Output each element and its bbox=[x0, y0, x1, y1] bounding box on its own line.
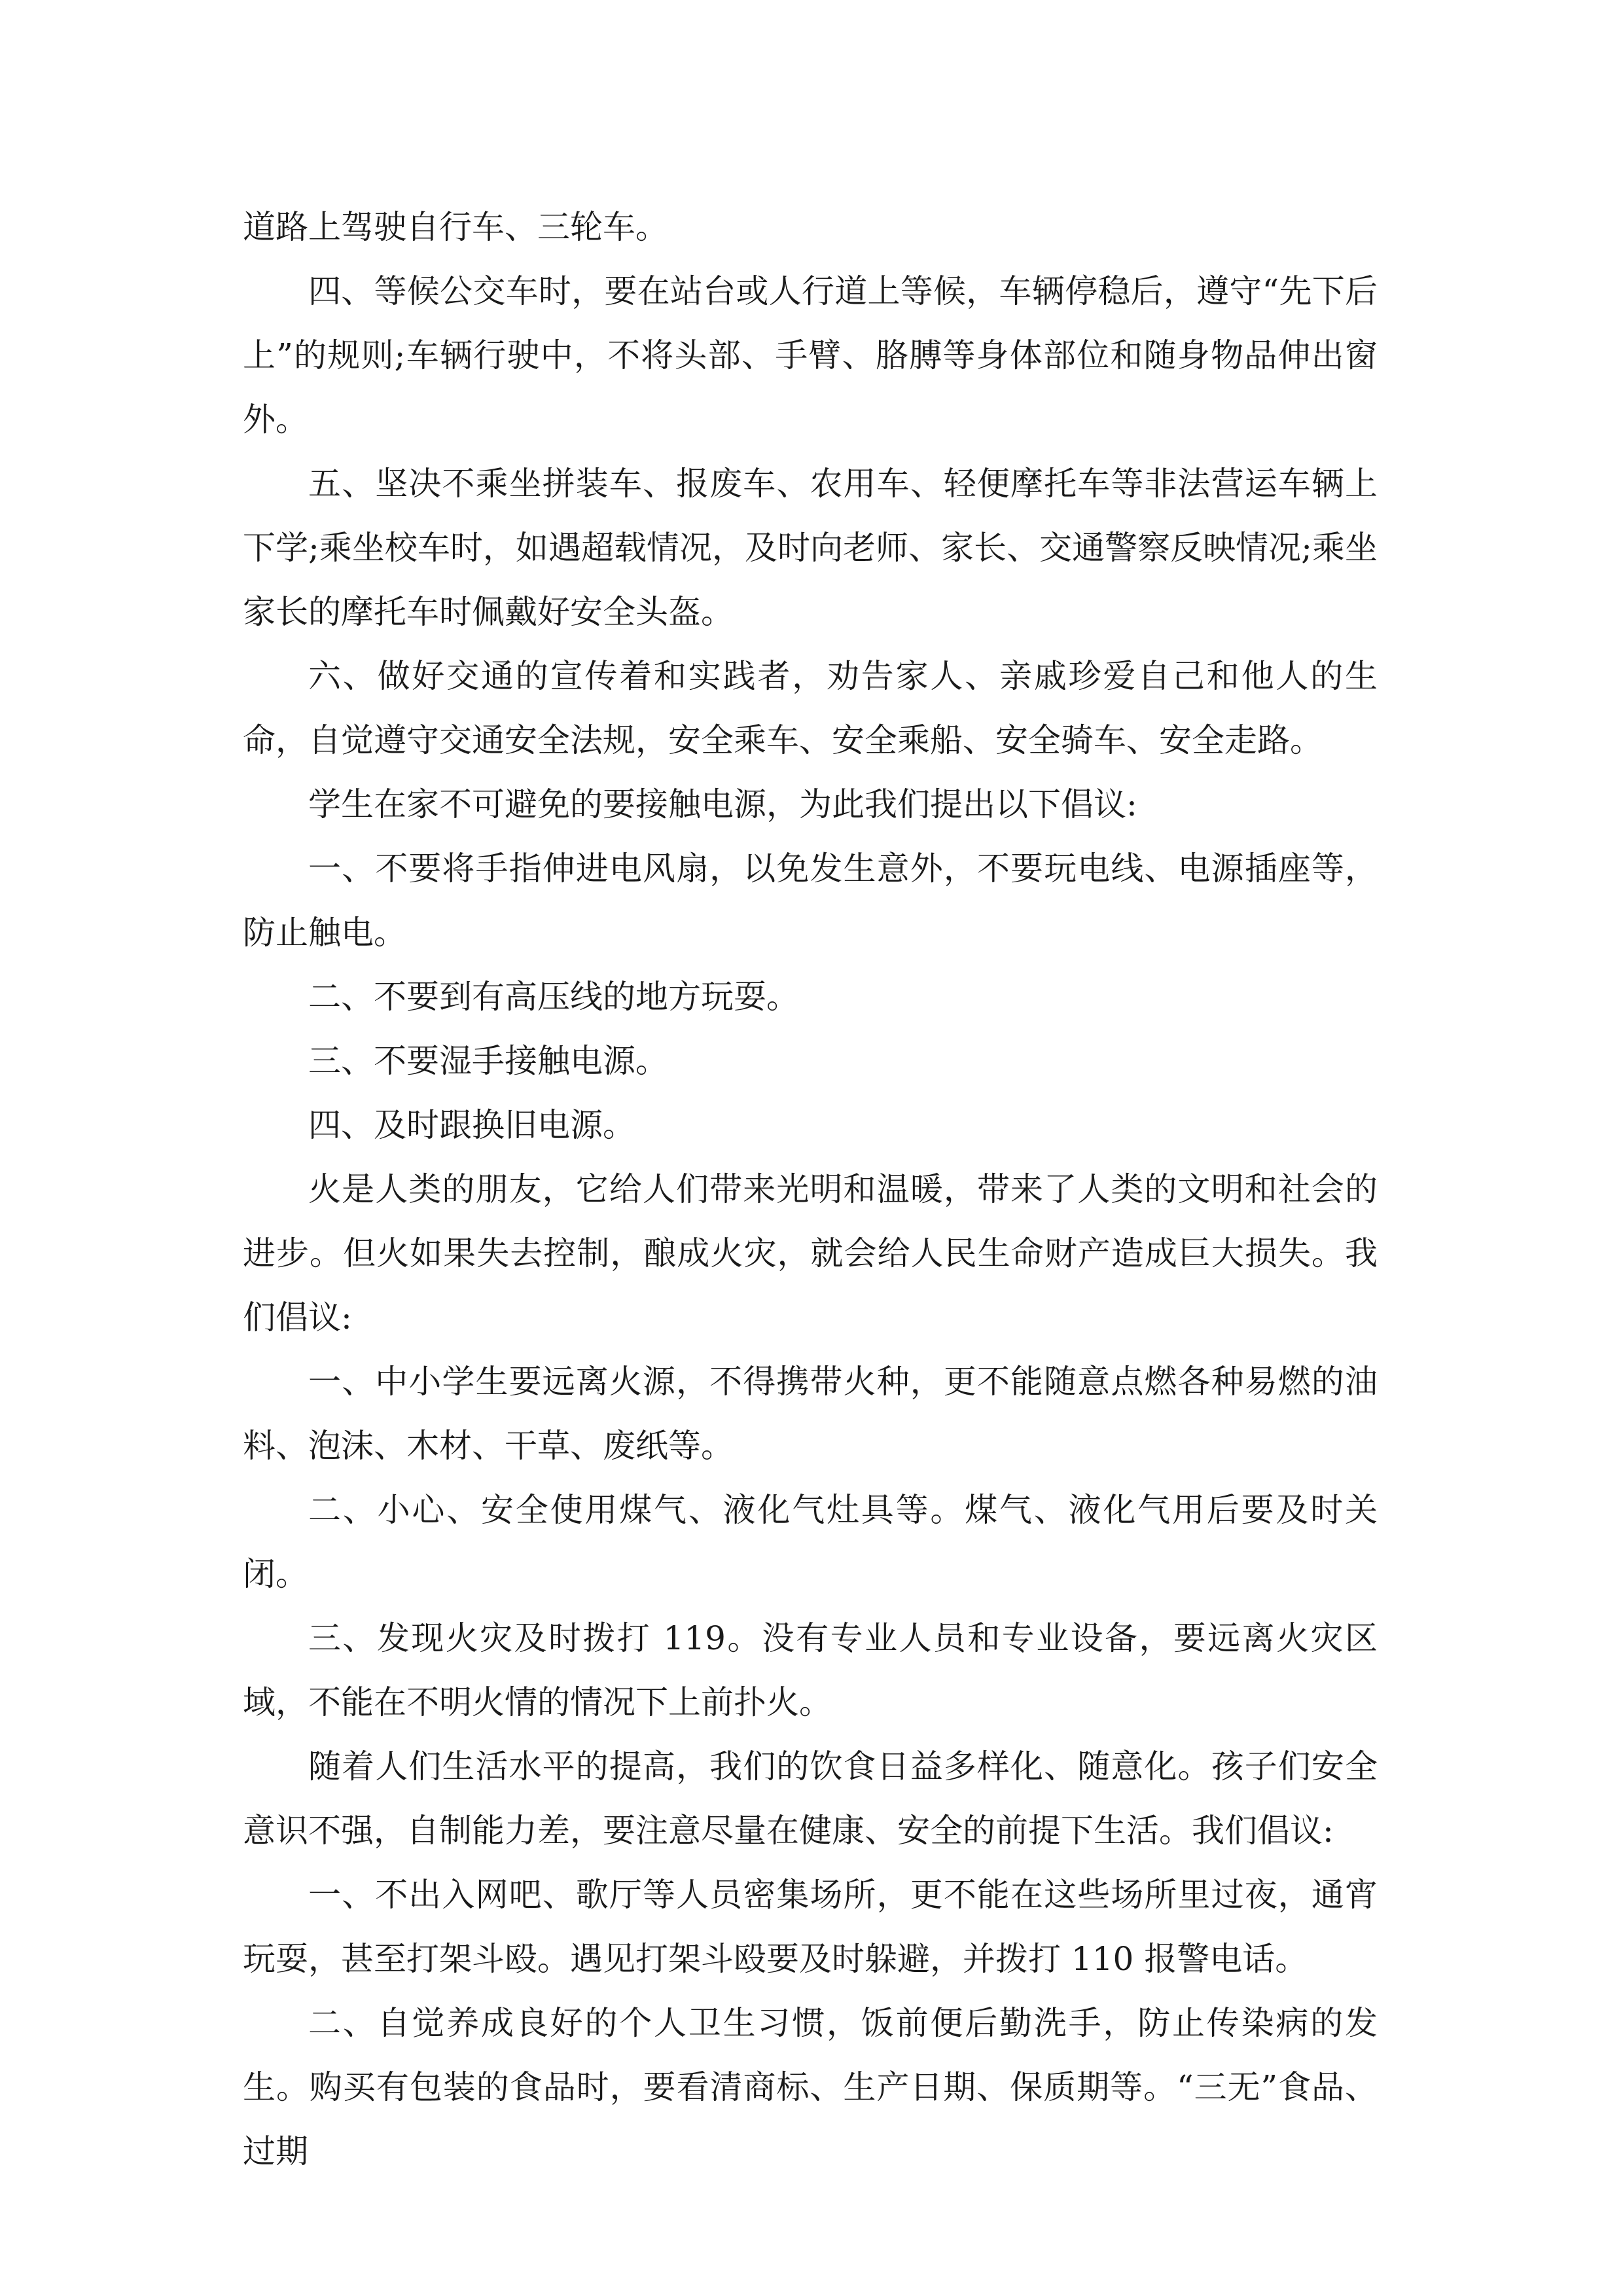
paragraph: 一、不出入网吧、歌厅等人员密集场所，更不能在这些场所里过夜，通宵玩耍，甚至打架斗殴。遇见打架斗殴要及时躲避，并拨打 110 报警电话。 bbox=[243, 1876, 1378, 1978]
paragraph: 二、小心、安全使用煤气、液化气灶具等。煤气、液化气用后要及时关闭。 bbox=[243, 1491, 1378, 1593]
paragraph: 随着人们生活水平的提高，我们的饮食日益多样化、随意化。孩子们安全意识不强，自制能力差，要注意尽量在健康、安全的前提下生活。我们倡议: bbox=[243, 1748, 1378, 1850]
paragraph: 五、坚决不乘坐拼装车、报废车、农用车、轻便摩托车等非法营运车辆上下学;乘坐校车时，如遇超载情况，及时向老师、家长、交通警察反映情况;乘坐家长的摩托车时佩戴好安全头盔。 bbox=[243, 465, 1378, 631]
document-body bbox=[243, 195, 1378, 2183]
paragraph: 一、中小学生要远离火源，不得携带火种，更不能随意点燃各种易燃的油料、泡沫、木材、干草、废纸等。 bbox=[243, 1363, 1378, 1465]
paragraph: 学生在家不可避免的要接触电源，为此我们提出以下倡议: bbox=[308, 785, 1137, 823]
paragraph: 三、不要湿手接触电源。 bbox=[308, 1042, 668, 1080]
paragraph: 六、做好交通的宣传着和实践者，劝告家人、亲戚珍爱自己和他人的生命，自觉遵守交通安全法规，安全乘车、安全乘船、安全骑车、安全走路。 bbox=[243, 657, 1378, 759]
paragraph: 三、发现火灾及时拨打 119。没有专业人员和专业设备，要远离火灾区域，不能在不明火情的情况下上前扑火。 bbox=[243, 1619, 1378, 1721]
paragraph: 火是人类的朋友，它给人们带来光明和温暖，带来了人类的文明和社会的进步。但火如果失去控制，酿成火灾，就会给人民生命财产造成巨大损失。我们倡议: bbox=[243, 1170, 1378, 1336]
paragraph: 一、不要将手指伸进电风扇，以免发生意外，不要玩电线、电源插座等，防止触电。 bbox=[243, 850, 1378, 952]
paragraph: 二、自觉养成良好的个人卫生习惯，饭前便后勤洗手，防止传染病的发生。购买有包装的食品时，要看清商标、生产日期、保质期等。“三无”食品、过期 bbox=[243, 2004, 1378, 2170]
paragraph: 四、等候公交车时，要在站台或人行道上等候，车辆停稳后，遵守“先下后上”的规则;车辆行驶中，不将头部、手臂、胳膊等身体部位和随身物品伸出窗外。 bbox=[243, 272, 1378, 439]
paragraph: 二、不要到有高压线的地方玩耍。 bbox=[308, 978, 799, 1016]
paragraph: 道路上驾驶自行车、三轮车。 bbox=[243, 208, 668, 246]
paragraph: 四、及时跟换旧电源。 bbox=[308, 1106, 635, 1144]
